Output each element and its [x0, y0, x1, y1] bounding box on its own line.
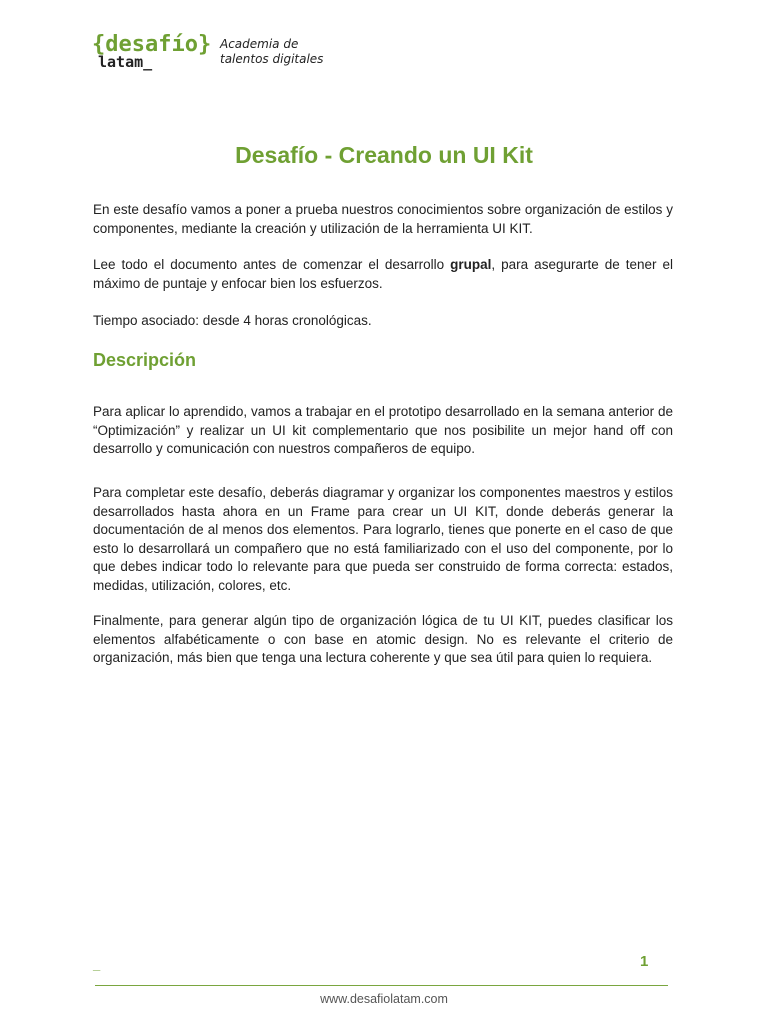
page-number: 1	[640, 953, 649, 970]
footer-website-url: www.desafiolatam.com	[320, 992, 448, 1006]
intro-paragraph-2	[93, 256, 673, 293]
section-heading-descripcion: Descripción	[93, 350, 197, 370]
description-paragraph-2: Para completar este desafío, deberás diagramar y organizar los componentes maestros y estilos desarrollados hasta ahora en un Frame para crear un UI KIT, donde deberás generar la documentación de al menos dos elementos. Para lograrlo, tienes que ponerte en el caso de que esto lo desarrollará un compañero que no está familiarizado con el uso del componente, por lo que debes indicar todo lo relevante para que pueda ser construido de forma correcta: estados, medidas, utilización, colores, etc.	[93, 485, 673, 593]
intro-p2-before: Lee todo el documento antes de comenzar el desarrollo	[93, 257, 451, 272]
brand-logo	[92, 32, 332, 77]
tagline-line-2: talentos digitales	[220, 52, 324, 66]
tagline-line-1: Academia de	[220, 37, 299, 51]
footer-dash: _	[93, 957, 101, 972]
page-title: Desafío - Creando un UI Kit	[235, 142, 533, 168]
description-paragraph-1: Para aplicar lo aprendido, vamos a trabajar en el prototipo desarrollado en la semana anterior de “Optimización” y realizar un UI kit complementario que nos posibilite un mejor hand off con desarrollo y comunicación con nuestros compañeros de equipo.	[93, 404, 673, 456]
intro-p2-bold: grupal	[450, 257, 492, 272]
intro-p2-after: , para asegurarte de tener el máximo de puntaje y enfocar bien los esfuerzos.	[93, 257, 673, 291]
logo-wordmark: {desafío}	[92, 32, 212, 57]
intro-paragraph-1: En este desafío vamos a poner a prueba nuestros conocimientos sobre organización de estilos y componentes, mediante la creación y utilización de la herramienta UI KIT.	[93, 202, 673, 236]
description-paragraph-3: Finalmente, para generar algún tipo de organización lógica de tu UI KIT, puedes clasificar los elementos alfabéticamente o con base en atomic design. No es relevante el criterio de organización, más bien que tenga una lectura coherente y que sea útil para quien lo requiera.	[93, 613, 673, 665]
intro-paragraph-3: Tiempo asociado: desde 4 horas cronológicas.	[93, 313, 372, 328]
footer-divider	[95, 985, 668, 986]
logo-subword: latam_	[98, 53, 153, 71]
logo-tagline	[220, 37, 323, 67]
